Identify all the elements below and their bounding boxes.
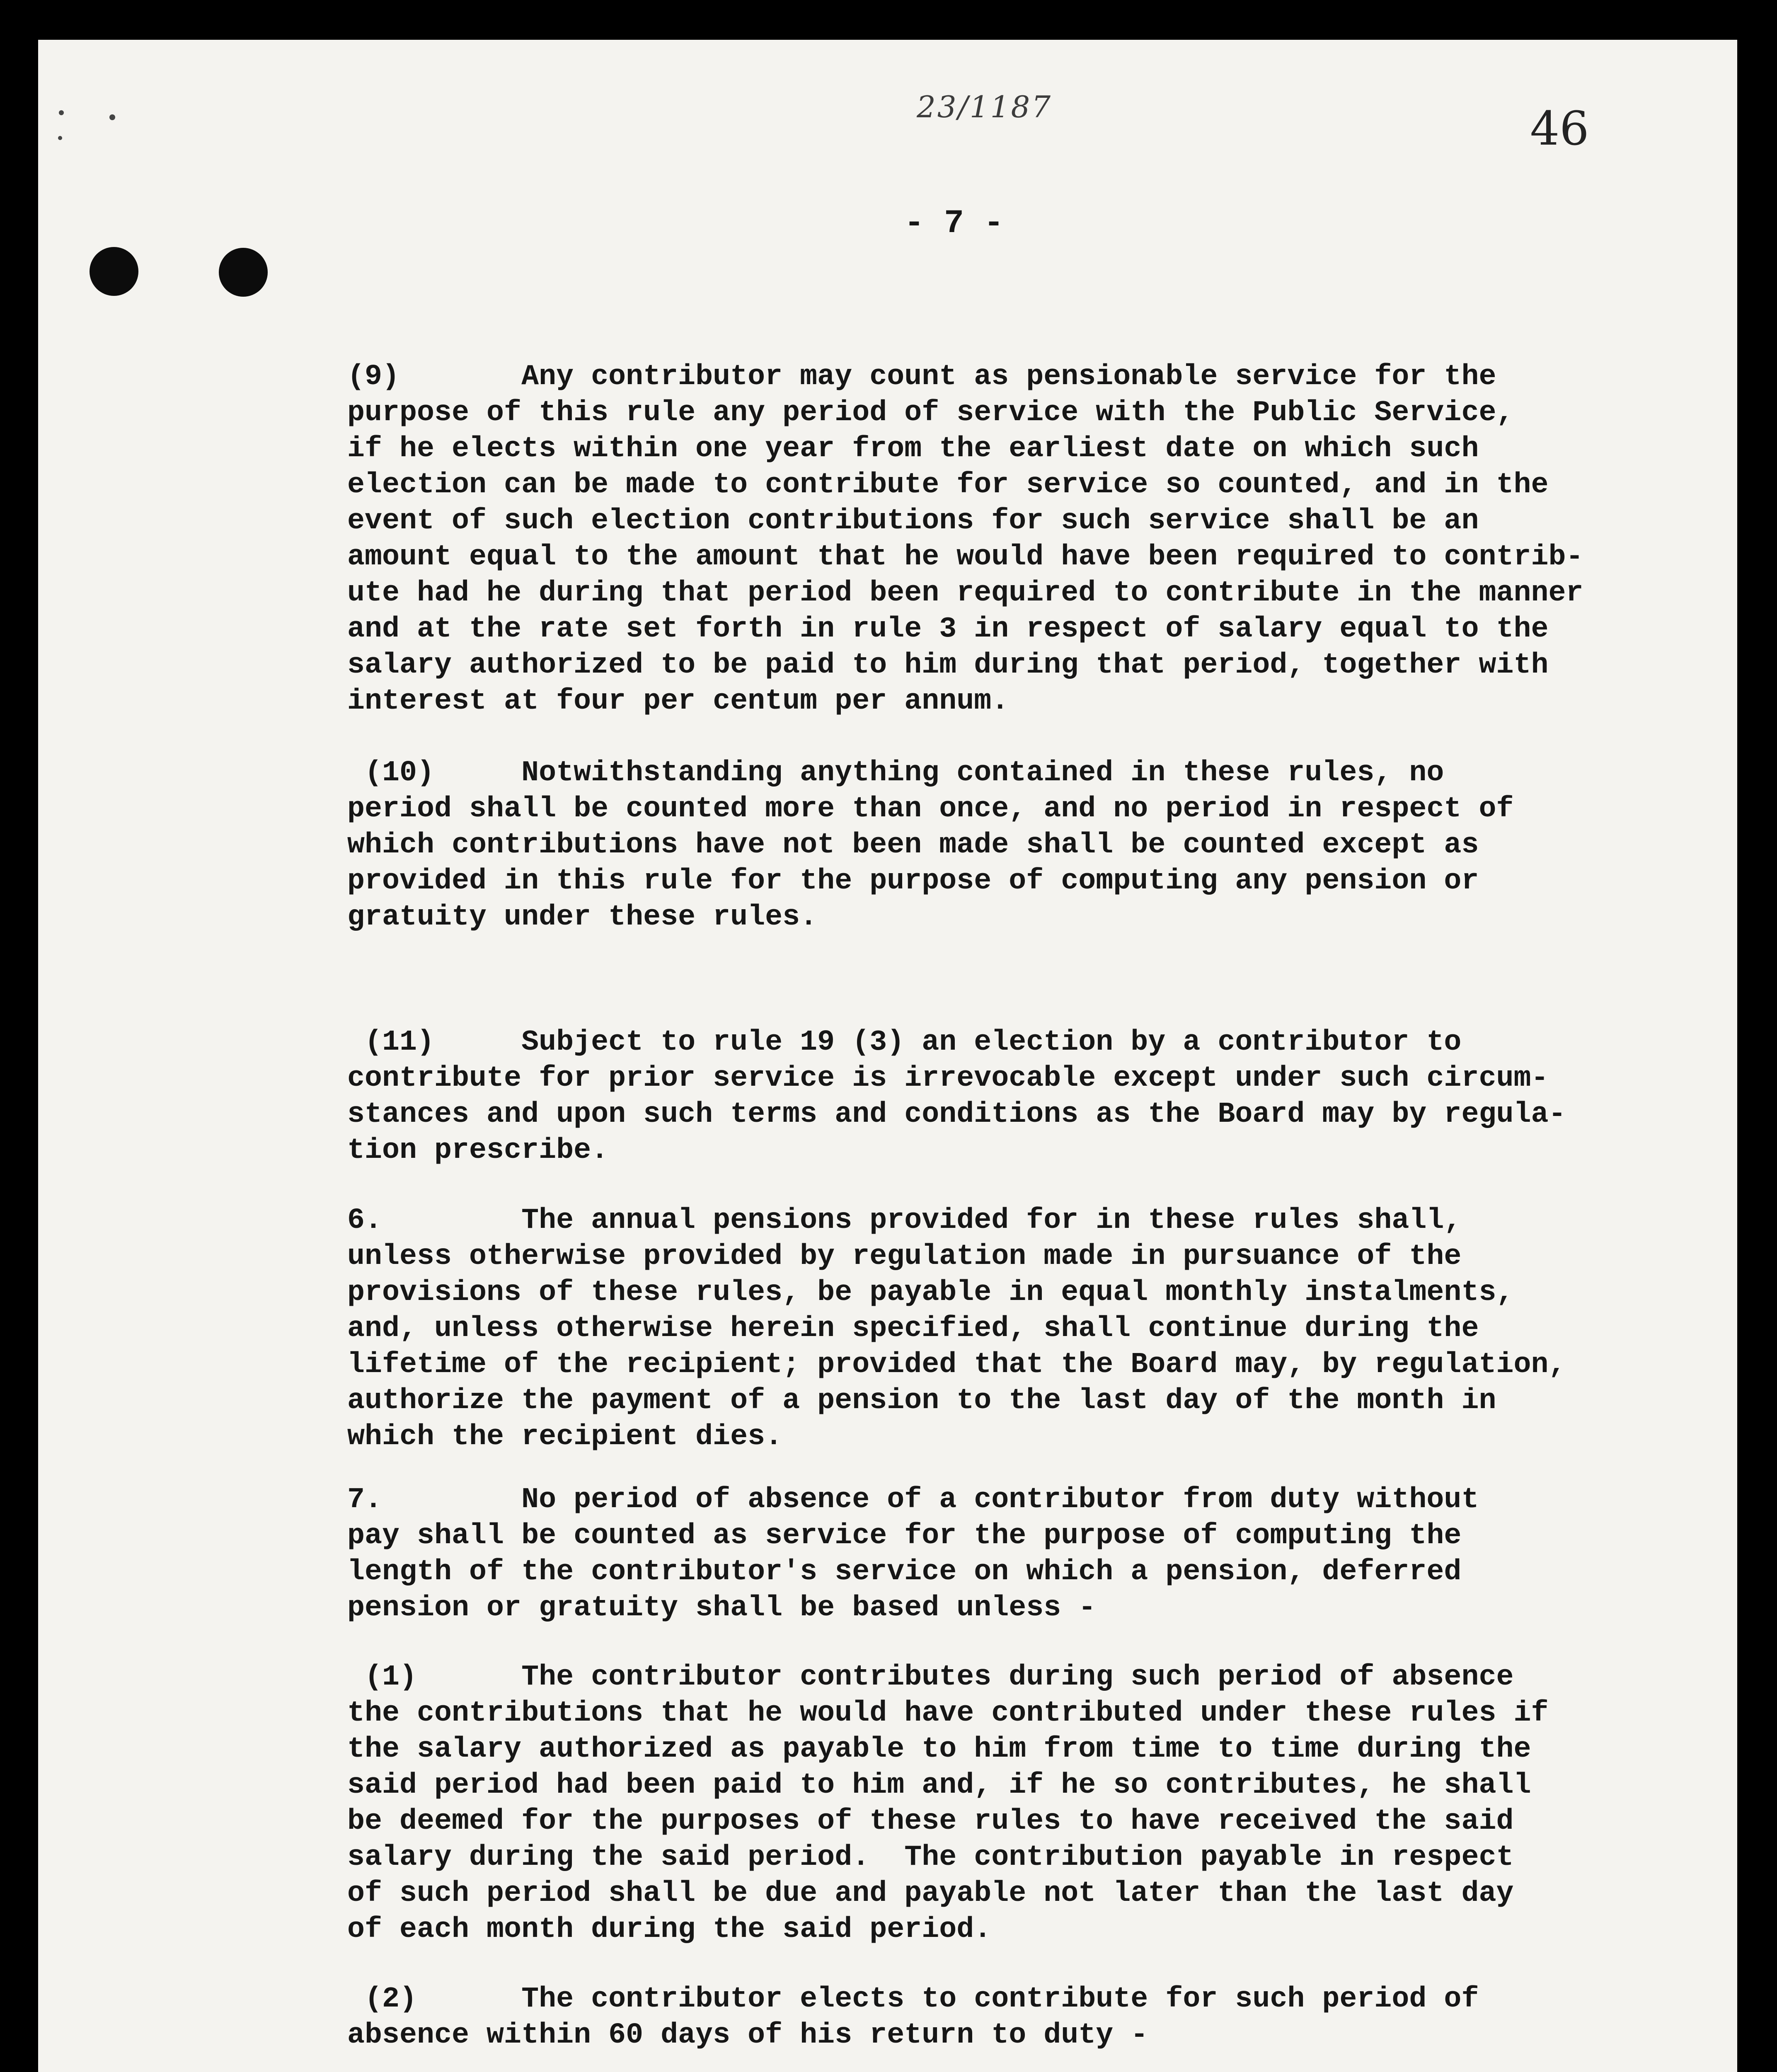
paragraph-line: and, unless otherwise herein specified, shall continue during the bbox=[347, 1312, 1479, 1345]
paragraph-line: which the recipient dies. bbox=[347, 1421, 783, 1453]
rule-paragraph bbox=[347, 1024, 1566, 1169]
page-number: - 7 - bbox=[904, 205, 1004, 242]
paragraph-line: salary authorized to be paid to him during that period, together with bbox=[347, 649, 1549, 682]
paragraph-line: (10) Notwithstanding anything contained in these rules, no bbox=[347, 757, 1444, 789]
folio-number: 46 bbox=[1530, 102, 1589, 156]
paragraph-line: stances and upon such terms and conditions as the Board may by regula- bbox=[347, 1098, 1566, 1131]
paragraph-line: 7. No period of absence of a contributor from duty without bbox=[347, 1484, 1479, 1516]
rule-paragraph bbox=[347, 755, 1513, 935]
paragraph-line: (1) The contributor contributes during such period of absence bbox=[347, 1661, 1514, 1694]
paragraph-line: period shall be counted more than once, and no period in respect of bbox=[347, 793, 1514, 825]
paragraph-line: tion prescribe. bbox=[347, 1134, 609, 1167]
rule-paragraph bbox=[347, 1659, 1548, 1948]
paragraph-line: interest at four per centum per annum. bbox=[347, 685, 1009, 718]
paragraph-line: which contributions have not been made shall be counted except as bbox=[347, 829, 1479, 862]
paragraph-line: lifetime of the recipient; provided that the Board may, by regulation, bbox=[347, 1348, 1566, 1381]
paragraph-line: length of the contributor's service on which a pension, deferred bbox=[347, 1556, 1462, 1588]
paragraph-line: 6. The annual pensions provided for in these rules shall, bbox=[347, 1204, 1462, 1237]
paragraph-line: authorize the payment of a pension to the last day of the month in bbox=[347, 1385, 1496, 1417]
paragraph-line: the salary authorized as payable to him from time to time during the bbox=[347, 1733, 1531, 1766]
rule-paragraph bbox=[347, 1482, 1479, 1626]
paragraph-line: the contributions that he would have contributed under these rules if bbox=[347, 1697, 1549, 1730]
paragraph-line: contribute for prior service is irrevocable except under such circum- bbox=[347, 1062, 1549, 1095]
handwritten-file-reference: 23/1187 bbox=[917, 90, 1053, 124]
paragraph-line: pension or gratuity shall be based unless - bbox=[347, 1592, 1096, 1624]
paragraph-line: election can be made to contribute for service so counted, and in the bbox=[347, 469, 1549, 501]
paragraph-line: (11) Subject to rule 19 (3) an election by a contributor to bbox=[347, 1026, 1462, 1059]
paragraph-line: if he elects within one year from the earliest date on which such bbox=[347, 433, 1479, 465]
paragraph-line: be deemed for the purposes of these rules to have received the said bbox=[347, 1805, 1514, 1838]
document-page bbox=[38, 40, 1737, 2072]
paragraph-line: ute had he during that period been required to contribute in the manner bbox=[347, 577, 1583, 610]
paragraph-line: provisions of these rules, be payable in equal monthly instalments, bbox=[347, 1276, 1514, 1309]
paragraph-line: event of such election contributions for such service shall be an bbox=[347, 505, 1479, 537]
paragraph-line: said period had been paid to him and, if he so contributes, he shall bbox=[347, 1769, 1531, 1802]
dust-speck bbox=[59, 110, 64, 115]
paragraph-line: (2) The contributor elects to contribute for such period of bbox=[347, 1983, 1479, 2016]
paragraph-line: gratuity under these rules. bbox=[347, 901, 818, 934]
paragraph-line: and at the rate set forth in rule 3 in respect of salary equal to the bbox=[347, 613, 1549, 646]
rule-paragraph bbox=[347, 1203, 1566, 1455]
paragraph-line: of each month during the said period. bbox=[347, 1913, 992, 1946]
punch-hole-icon bbox=[90, 247, 138, 296]
dust-speck bbox=[58, 136, 62, 140]
paragraph-line: of such period shall be due and payable not later than the last day bbox=[347, 1877, 1514, 1910]
paragraph-line: provided in this rule for the purpose of computing any pension or bbox=[347, 865, 1479, 898]
paragraph-line: unless otherwise provided by regulation made in pursuance of the bbox=[347, 1240, 1462, 1273]
paragraph-line: absence within 60 days of his return to duty - bbox=[347, 2019, 1148, 2052]
punch-hole-icon bbox=[219, 248, 268, 297]
rule-paragraph bbox=[347, 1981, 1479, 2053]
paragraph-line: purpose of this rule any period of service with the Public Service, bbox=[347, 397, 1514, 429]
paragraph-line: pay shall be counted as service for the purpose of computing the bbox=[347, 1520, 1462, 1552]
dust-speck bbox=[109, 114, 115, 120]
paragraph-line: amount equal to the amount that he would have been required to contrib- bbox=[347, 541, 1583, 574]
paragraph-line: (9) Any contributor may count as pensionable service for the bbox=[347, 361, 1496, 393]
rule-paragraph bbox=[347, 359, 1583, 719]
paragraph-line: salary during the said period. The contribution payable in respect bbox=[347, 1841, 1514, 1874]
